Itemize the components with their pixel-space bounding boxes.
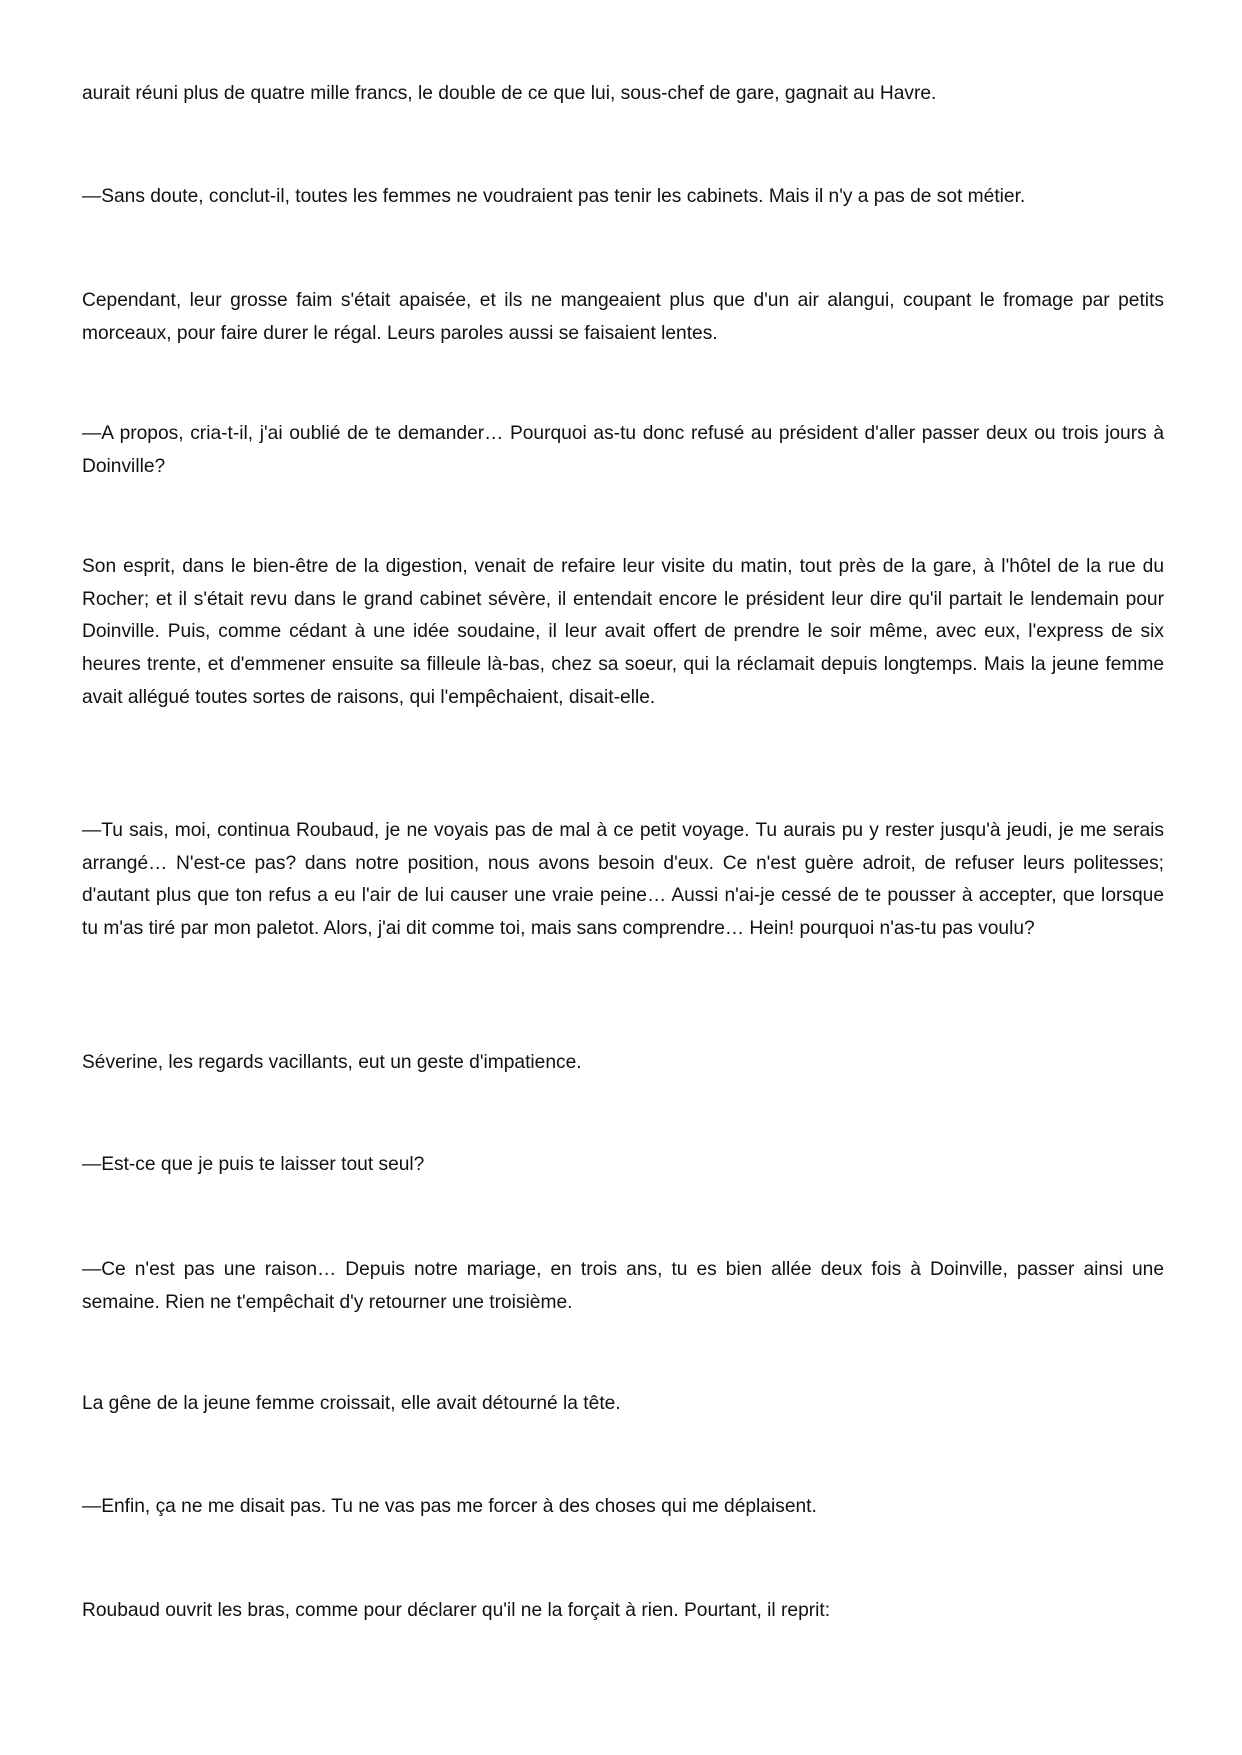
paragraph-1: aurait réuni plus de quatre mille francs, le double de ce que lui, sous-chef de gare, gagnait au Havre. bbox=[82, 83, 937, 104]
paragraph-11: —Enfin, ça ne me disait pas. Tu ne vas pas me forcer à des choses qui me déplaisent. bbox=[82, 1496, 817, 1517]
paragraph-3: Cependant, leur grosse faim s'était apaisée, et ils ne mangeaient plus que d'un air alangui, coupant le fromage par petits morceaux, pour faire durer le régal. Leurs paroles aussi se faisaient lentes. bbox=[82, 290, 1164, 344]
paragraph-2: —Sans doute, conclut-il, toutes les femmes ne voudraient pas tenir les cabinets. Mais il n'y a pas de sot métier. bbox=[82, 186, 1026, 207]
paragraph-9: —Ce n'est pas une raison… Depuis notre mariage, en trois ans, tu es bien allée deux fois à Doinville, passer ainsi une semaine. Rien ne t'empêchait d'y retourner une troisième. bbox=[82, 1259, 1164, 1313]
paragraph-4: —A propos, cria-t-il, j'ai oublié de te demander… Pourquoi as-tu donc refusé au président d'aller passer deux ou trois jours à Doinville? bbox=[82, 423, 1164, 477]
paragraph-10: La gêne de la jeune femme croissait, elle avait détourné la tête. bbox=[82, 1393, 621, 1414]
paragraph-6: —Tu sais, moi, continua Roubaud, je ne voyais pas de mal à ce petit voyage. Tu aurais pu y rester jusqu'à jeudi, je me serais arrangé… N'est-ce pas? dans notre position, nous avons besoin d'eux. Ce n'est guère adroit, de refuser leurs politesses; d'autant plus que ton refus a eu l'air de lui causer une vraie peine… Aussi n'ai-je cessé de te pousser à accepter, que lorsque tu m'as tiré par mon paletot. Alors, j'ai dit comme toi, mais sans comprendre… Hein! pourquoi n'as-tu pas voulu? bbox=[82, 820, 1164, 940]
paragraph-12: Roubaud ouvrit les bras, comme pour déclarer qu'il ne la forçait à rien. Pourtant, il reprit: bbox=[82, 1600, 831, 1621]
paragraph-7: Séverine, les regards vacillants, eut un geste d'impatience. bbox=[82, 1052, 582, 1073]
paragraph-8: —Est-ce que je puis te laisser tout seul? bbox=[82, 1154, 425, 1175]
paragraph-5: Son esprit, dans le bien-être de la digestion, venait de refaire leur visite du matin, tout près de la gare, à l'hôtel de la rue du Rocher; et il s'était revu dans le grand cabinet sévère, il entendait encore le président leur dire qu'il partait le lendemain pour Doinville. Puis, comme cédant à une idée soudaine, il leur avait offert de prendre le soir même, avec eux, l'express de six heures trente, et d'emmener ensuite sa filleule là-bas, chez sa soeur, qui la réclamait depuis longtemps. Mais la jeune femme avait allégué toutes sortes de raisons, qui l'empêchaient, disait-elle. bbox=[82, 556, 1164, 708]
